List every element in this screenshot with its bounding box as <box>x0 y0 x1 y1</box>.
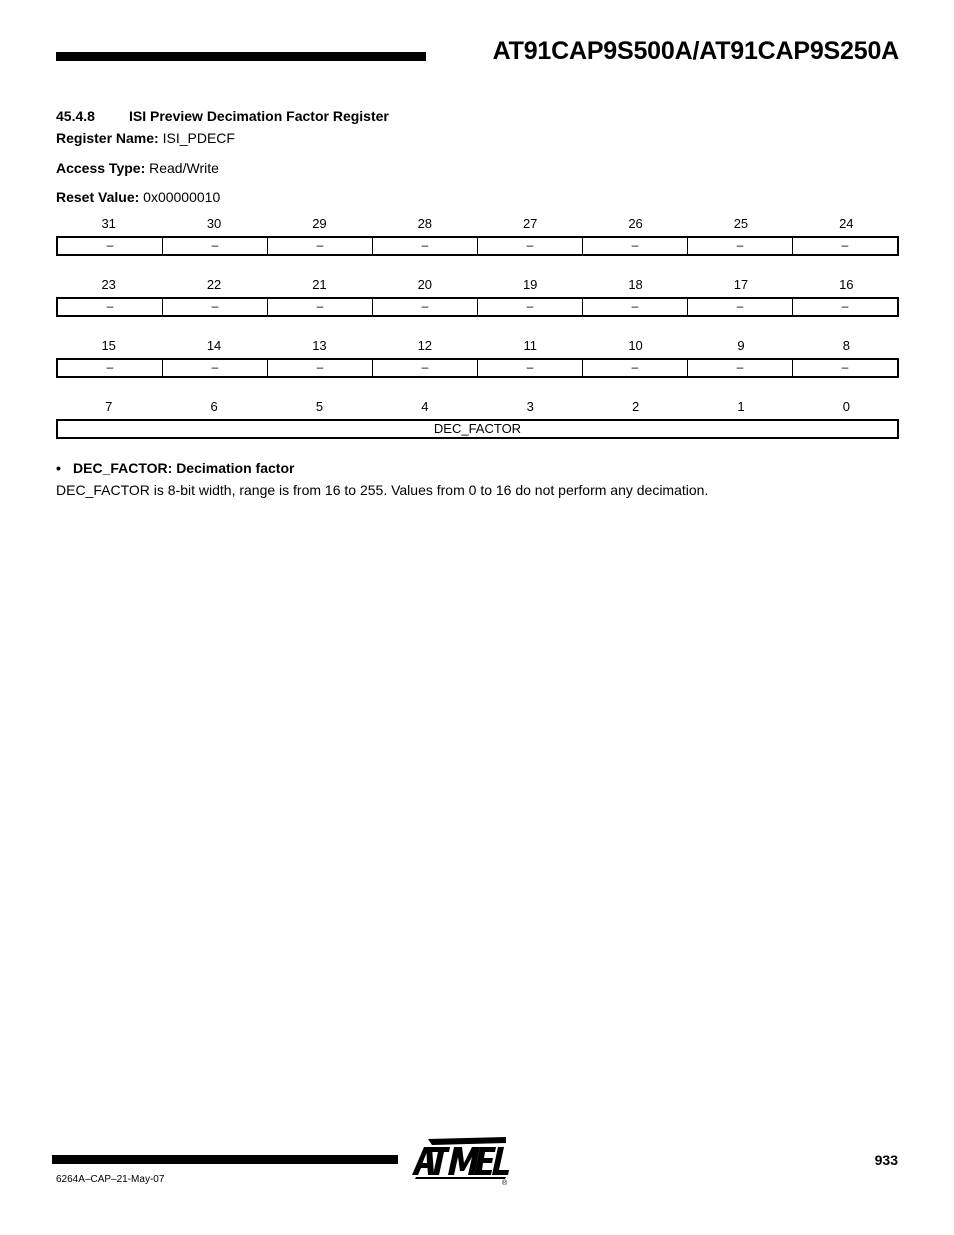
document-title: AT91CAP9S500A/AT91CAP9S250A <box>492 37 899 65</box>
register-name-value: ISI_PDECF <box>162 130 235 146</box>
bit-cell: – <box>477 238 582 254</box>
bit-number: 6 <box>210 399 218 414</box>
svg-text:®: ® <box>502 1180 508 1187</box>
bit-number: 16 <box>839 277 854 292</box>
bit-cell: – <box>267 360 372 376</box>
bit-number: 26 <box>628 216 643 231</box>
register-name-label: Register Name: <box>56 130 159 146</box>
bit-cell: – <box>792 238 897 254</box>
bit-number: 12 <box>417 338 433 353</box>
bit-cell: – <box>162 360 267 376</box>
bit-cell: – <box>477 299 582 315</box>
bit-cell: – <box>106 360 114 374</box>
bit-number: 3 <box>526 399 534 414</box>
bit-cell-row <box>56 419 899 439</box>
bit-cell-row <box>56 297 899 317</box>
bit-number: 5 <box>315 399 324 414</box>
register-row <box>56 216 899 252</box>
page-number: 933 <box>874 1152 898 1168</box>
bit-number: 15 <box>101 338 116 353</box>
section-title: ISI Preview Decimation Factor Register <box>129 108 389 124</box>
bit-number-row <box>56 216 899 234</box>
bit-cell: – <box>792 299 897 315</box>
bit-cell: – <box>477 360 582 376</box>
bit-number: 2 <box>631 399 640 414</box>
bit-number: 14 <box>206 338 222 353</box>
footer-rule <box>52 1155 398 1164</box>
reset-value-label: Reset Value: <box>56 189 140 205</box>
field-heading-text: DEC_FACTOR: Decimation factor <box>73 460 295 476</box>
access-type-line <box>56 160 219 176</box>
bit-number: 24 <box>839 216 854 231</box>
bit-number: 18 <box>628 277 643 292</box>
bit-field-cell: DEC_FACTOR <box>433 421 522 436</box>
footer-doc-code: 6264A–CAP–21-May-07 <box>56 1174 165 1185</box>
header-rule <box>56 52 426 61</box>
bit-number: 23 <box>101 277 116 292</box>
register-row <box>56 338 899 374</box>
bit-number: 1 <box>737 399 745 414</box>
bit-number: 25 <box>733 216 749 231</box>
bit-number: 22 <box>206 277 222 292</box>
bit-number: 27 <box>522 216 538 231</box>
bit-cell: – <box>687 238 792 254</box>
bit-cell: – <box>162 238 267 254</box>
bit-number: 11 <box>523 338 537 353</box>
bit-number: 0 <box>842 399 850 414</box>
reset-value-line <box>56 189 220 205</box>
bit-cell: – <box>792 360 897 376</box>
bit-number: 17 <box>733 277 749 292</box>
bit-cell: – <box>582 360 687 376</box>
atmel-logo <box>410 1135 514 1187</box>
field-description: DEC_FACTOR is 8-bit width, range is from 16 to 255. Values from 0 to 16 do not perform any decimation. <box>56 482 709 498</box>
bit-number: 4 <box>421 399 429 414</box>
access-type-value: Read/Write <box>149 160 219 176</box>
bullet-icon: • <box>56 460 61 476</box>
register-row <box>56 399 899 436</box>
bit-number: 31 <box>101 216 116 231</box>
bit-cell: – <box>106 299 114 313</box>
bit-number: 21 <box>312 277 327 292</box>
bit-cell: – <box>267 299 372 315</box>
bit-cell: – <box>372 238 477 254</box>
bit-cell: – <box>372 360 477 376</box>
bit-number-row <box>56 399 899 417</box>
bit-cell: – <box>372 299 477 315</box>
bit-number-row <box>56 277 899 295</box>
bit-number: 20 <box>417 277 433 292</box>
reset-value-value: 0x00000010 <box>143 189 221 205</box>
register-name-line <box>56 130 235 146</box>
bit-number-row <box>56 338 899 356</box>
bit-cell: – <box>162 299 267 315</box>
bit-cell: – <box>582 238 687 254</box>
bit-number: 29 <box>312 216 327 231</box>
access-type-label: Access Type: <box>56 160 146 176</box>
bit-number: 19 <box>522 277 538 292</box>
bit-cell: – <box>106 238 114 252</box>
section-number: 45.4.8 <box>56 108 95 124</box>
bit-number: 30 <box>206 216 222 231</box>
bit-cell: – <box>267 238 372 254</box>
bit-number: 13 <box>312 338 327 353</box>
bit-number: 9 <box>737 338 745 353</box>
bit-cell-row <box>56 358 899 378</box>
bit-number: 28 <box>417 216 433 231</box>
bit-number: 8 <box>842 338 850 353</box>
bit-number: 10 <box>628 338 643 353</box>
section-heading <box>56 108 389 124</box>
field-heading <box>56 460 294 476</box>
bit-number: 7 <box>105 399 113 414</box>
bit-cell: – <box>687 299 792 315</box>
bit-cell: – <box>582 299 687 315</box>
bit-cell: – <box>687 360 792 376</box>
bit-cell-row <box>56 236 899 256</box>
register-row <box>56 277 899 313</box>
